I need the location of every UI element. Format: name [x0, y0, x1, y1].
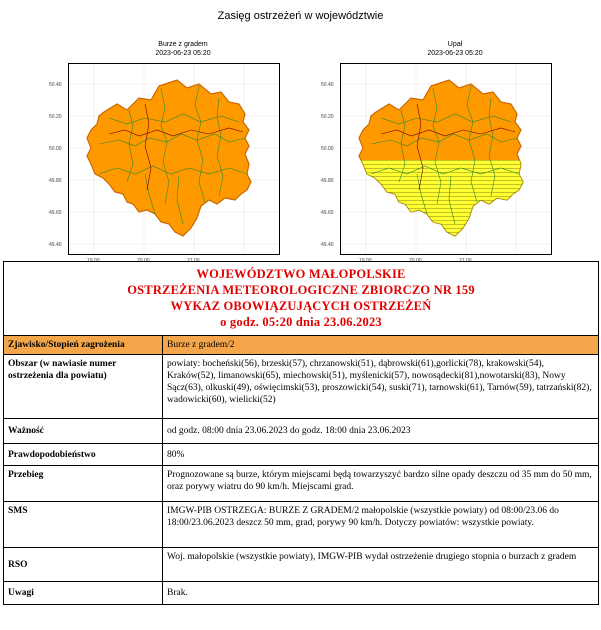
row-label: Zjawisko/Stopień zagrożenia — [4, 336, 163, 355]
row-label: Przebieg — [4, 466, 163, 502]
remarks-value: Brak. — [163, 582, 599, 604]
area-value: powiaty: bocheński(56), brzeski(57), chrzanowski(51), dąbrowski(61),gorlicki(78), krakowski(54), Kraków(52), limanowski(65), miechowski(51), myślenicki(57), nowosądecki(81),nowotarski(83), Nowy Sącz(63), olkuski(49), oświęcimski(53), proszowicki(54), suski(71), tarnowski(61), Tarnów(59), tatrzański(82), wadowicki(60), wielicki(52) — [163, 355, 599, 419]
map-datetime: 2023-06-23 05:20 — [427, 50, 483, 57]
sms-value: IMGW-PIB OSTRZEGA: BURZE Z GRADEM/2 małopolskie (wszystkie powiaty) od 08:00/23.06 do 18:00/23.06.2023 deszcz 50 mm, grad, porywy 90 km/h. Dotyczy powiatów: wszystkie powiaty. — [163, 502, 599, 548]
table-row — [4, 444, 598, 466]
lat-label: 49.40 — [49, 242, 62, 248]
lat-label: 50.40 — [321, 82, 334, 88]
lat-label: 50.40 — [49, 82, 62, 88]
lat-label: 49.60 — [321, 210, 334, 216]
row-label: Obszar (w nawiasie numer ostrzeżenia dla powiatu) — [4, 355, 163, 419]
title-line-list: WYKAZ OBOWIĄZUJĄCYCH OSTRZEŻEŃ — [170, 299, 432, 313]
page-title: Zasięg ostrzeżeń w województwie — [217, 10, 384, 22]
map-thunderstorms — [49, 40, 298, 264]
table-row — [4, 355, 598, 419]
row-label: Prawdopodobieństwo — [4, 444, 163, 466]
map-heat — [321, 40, 570, 264]
map-title: Upał — [447, 41, 463, 48]
table-row — [4, 466, 598, 502]
probability-value: 80% — [163, 444, 599, 466]
course-value: Prognozowane są burze, którym miejscami będą towarzyszyć bardzo silne opady deszczu od 35 mm do 50 mm, oraz porywy wiatru do 90 km/h. Miejscami grad. — [163, 466, 599, 502]
title-line-region: WOJEWÓDZTWO MAŁOPOLSKIE — [196, 267, 406, 281]
map-title: Burze z gradem — [158, 41, 208, 48]
map-frame — [49, 63, 280, 264]
lon-label: 20.00 — [137, 258, 150, 264]
rso-value: Woj. małopolskie (wszystkie powiaty), IMGW-PIB wydał ostrzeżenie drugiego stopnia o burzach z gradem — [163, 548, 599, 582]
table-row — [4, 502, 598, 548]
row-label: RSO — [4, 548, 163, 582]
lon-label: 19.00 — [87, 258, 100, 264]
voivodeship-map — [69, 64, 279, 254]
map-frame — [321, 63, 552, 264]
table-row — [4, 336, 598, 355]
table-row — [4, 548, 598, 582]
warning-table — [4, 336, 598, 604]
lon-label: 19.00 — [359, 258, 372, 264]
phenomenon-value: Burze z gradem/2 — [163, 336, 599, 355]
title-line-time: o godz. 05:20 dnia 23.06.2023 — [220, 315, 382, 329]
lat-label: 50.00 — [49, 146, 62, 152]
lon-label: 21.00 — [187, 258, 200, 264]
validity-value: od godz. 08:00 dnia 23.06.2023 do godz. 18:00 dnia 23.06.2023 — [163, 419, 599, 444]
lat-label: 49.80 — [321, 178, 334, 184]
map-datetime: 2023-06-23 05:20 — [155, 50, 211, 57]
table-row — [4, 582, 598, 604]
lon-label: 20.00 — [409, 258, 422, 264]
lon-label: 21.00 — [459, 258, 472, 264]
row-label: Ważność — [4, 419, 163, 444]
lat-label: 50.20 — [321, 114, 334, 120]
lat-label: 50.00 — [321, 146, 334, 152]
document-title — [4, 262, 598, 336]
row-label: SMS — [4, 502, 163, 548]
title-line-bulletin: OSTRZEŻENIA METEOROLOGICZNE ZBIORCZO NR 159 — [127, 283, 475, 297]
lat-label: 49.40 — [321, 242, 334, 248]
table-row — [4, 419, 598, 444]
lat-label: 49.60 — [49, 210, 62, 216]
voivodeship-area — [87, 80, 251, 236]
voivodeship-map — [341, 64, 551, 254]
lat-label: 49.80 — [49, 178, 62, 184]
warning-document — [3, 261, 599, 605]
row-label: Uwagi — [4, 582, 163, 604]
lat-label: 50.20 — [49, 114, 62, 120]
